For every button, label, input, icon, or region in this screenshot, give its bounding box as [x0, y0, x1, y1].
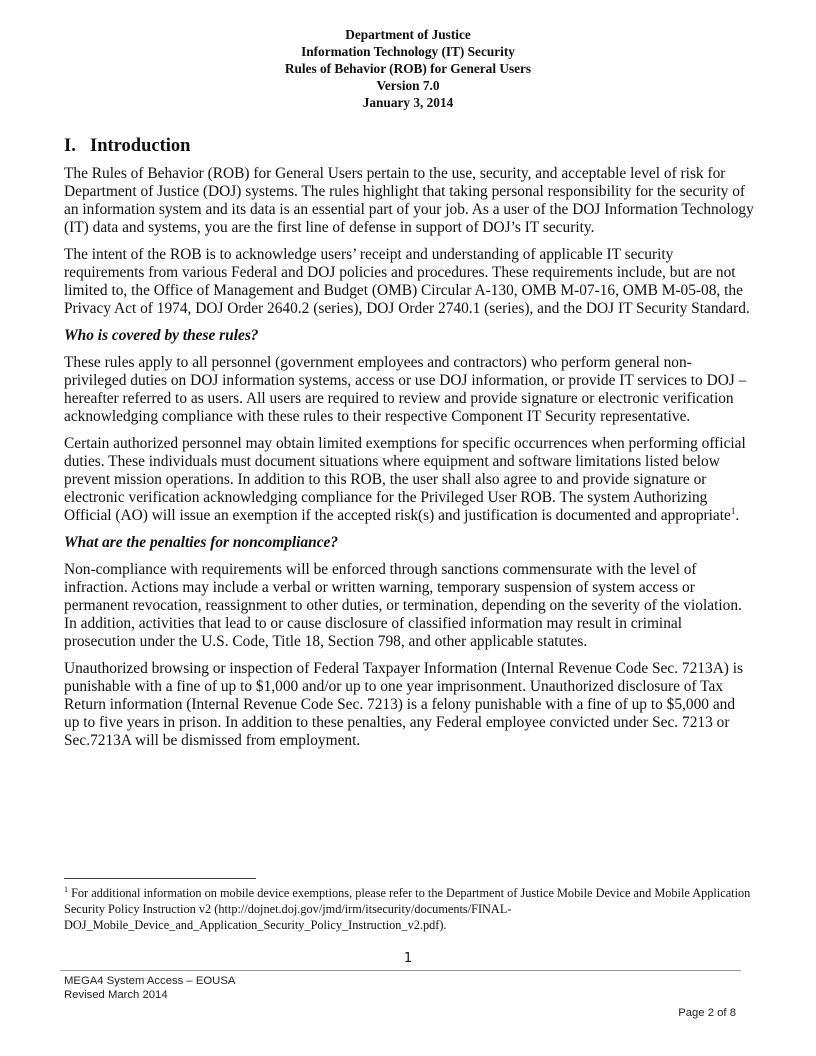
header-version: Version 7.0	[376, 78, 440, 93]
header-title: Rules of Behavior (ROB) for General Users	[284, 61, 532, 76]
footnote-reference[interactable]: 1	[730, 505, 736, 516]
section-title: Introduction	[90, 136, 191, 156]
document-header	[0, 26, 816, 111]
paragraph-noncompliance: Non-compliance with requirements will be enforced through sanctions commensurate with the level of infraction. Actions may include a verbal or written warning, temporary suspension of system access or permanent revocation, reassignment to other duties, or termination, depending on the severity of the violation. In addition, activities that lead to or cause disclosure of classified information may result in criminal prosecution under the U.S. Code, Title 18, Section 798, and other applicable statutes.	[64, 561, 742, 650]
paragraph-who-covered: These rules apply to all personnel (government employees and contractors) who perform general non-privileged duties on DOJ information systems, access or use DOJ information, or provide IT services to DOJ – hereafter referred to as users. All users are required to review and provide signature or electronic verification acknowledging compliance with these rules to their respective Component IT Security representative.	[64, 354, 747, 425]
paragraph-rob-intent: The intent of the ROB is to acknowledge users’ receipt and understanding of applicable IT security requirements from various Federal and DOJ policies and procedures. These requirements include, but are not limited to, the Office of Management and Budget (OMB) Circular A-130, OMB M-07-16, OMB M-05-08, the Privacy Act of 1974, DOJ Order 2640.2 (series), DOJ Order 2740.1 (series), and the DOJ IT Security Standard.	[64, 246, 750, 317]
exemptions-text: Certain authorized personnel may obtain limited exemptions for specific occurrences when performing official duties. These individuals must document situations where equipment and software limitations listed below prevent mission operations. In addition to this ROB, the user shall also agree to and provide signature or electronic verification acknowledging compliance for the Privileged User ROB. The system Authorizing Official (AO) will issue an exemption if the accepted risk(s) and justification is documented and appropriate	[64, 435, 746, 524]
footer-system: MEGA4 System Access – EOUSA	[64, 975, 236, 987]
header-date: January 3, 2014	[362, 95, 454, 110]
subheading-penalties: What are the penalties for noncompliance?	[64, 534, 339, 551]
footer-divider	[60, 970, 741, 971]
footnote-divider	[64, 878, 256, 879]
header-department: Department of Justice	[345, 27, 471, 42]
subheading-who-covered: Who is covered by these rules?	[64, 327, 259, 344]
paragraph-rob-purpose: The Rules of Behavior (ROB) for General Users pertain to the use, security, and acceptable level of risk for Department of Justice (DOJ) systems. The rules highlight that taking personal responsibility for the security of an information system and its data is an essential part of your job. As a user of the DOJ Information Technology (IT) data and systems, you are the first line of defense in support of DOJ’s IT security.	[64, 165, 754, 236]
paragraph-taxpayer-info: Unauthorized browsing or inspection of Federal Taxpayer Information (Internal Revenue Code Sec. 7213A) is punishable with a fine of up to $1,000 and/or up to one year imprisonment. Unauthorized disclosure of Tax Return information (Internal Revenue Code Sec. 7213) is a felony punishable with a fine of up to $5,000 and up to five years in prison. In addition to these penalties, any Federal employee convicted under Sec. 7213 or Sec.7213A will be dismissed from employment.	[64, 660, 744, 749]
exemptions-period: .	[735, 507, 740, 524]
section-heading	[64, 135, 754, 157]
footnote-text: For additional information on mobile device exemptions, please refer to the Department of Justice Mobile Device and Mobile Application Security Policy Instruction v2 (http://dojnet.doj.gov/jmd/irm/itsecurity/documents/FINAL-DOJ_Mobile_Device_and_Application_Security_Policy_Instruction_v2.pdf).	[64, 886, 751, 932]
header-subject: Information Technology (IT) Security	[301, 44, 515, 59]
footer-info	[64, 974, 235, 1002]
paragraph-exemptions	[64, 435, 754, 525]
section-number: I.	[64, 136, 76, 156]
footer-revised: Revised March 2014	[64, 989, 168, 1001]
footnote-marker: 1	[64, 884, 68, 894]
footnote	[64, 885, 754, 933]
footer-page-label: Page 2 of 8	[678, 1007, 736, 1019]
page-number: 1	[403, 951, 413, 966]
document-body	[64, 135, 754, 759]
